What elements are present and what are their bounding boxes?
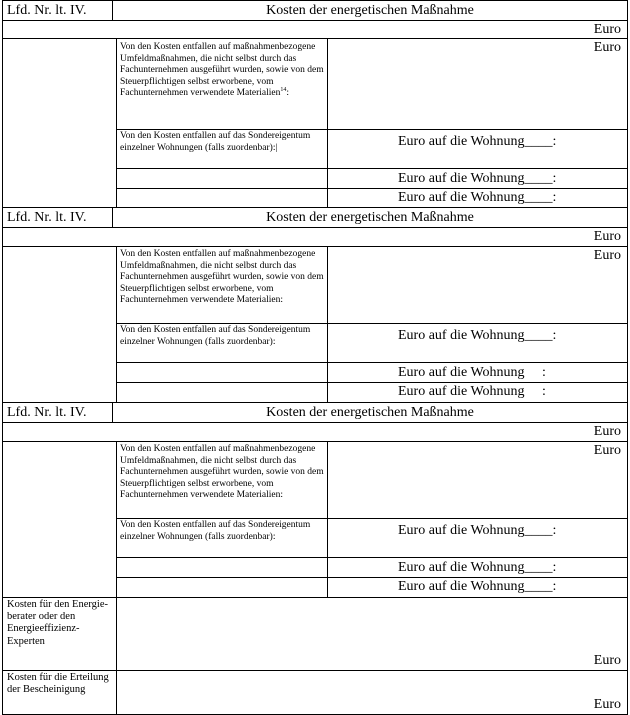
sondereigentum-label: Von den Kosten entfallen auf das Sondereigentum einzelner Wohnungen (falls zuordenbar):: [116, 518, 328, 558]
wohnung-cost-field-1[interactable]: Euro auf die Wohnung____:: [327, 129, 628, 169]
cost-form: [2, 0, 628, 715]
total-cost-field[interactable]: [2, 20, 628, 39]
lfd-nr-label: Lfd. Nr. lt. IV.: [2, 207, 113, 228]
wohnung-cost-field-2[interactable]: Euro auf die Wohnung____:: [327, 557, 628, 578]
wohnung-cost-field-3[interactable]: Euro auf die Wohnung____:: [327, 188, 628, 208]
umfeld-cost-field[interactable]: [327, 38, 628, 130]
wohnung-cost-field-3[interactable]: Euro auf die Wohnung :: [327, 382, 628, 403]
euro-unit: Euro: [593, 40, 621, 55]
lfd-nr-label: Lfd. Nr. lt. IV.: [2, 0, 113, 21]
euro-unit: Euro: [593, 443, 621, 458]
wohnung-cost-field-1[interactable]: Euro auf die Wohnung____:: [327, 323, 628, 363]
measure-cost-title: Kosten der energetischen Maßnahme: [112, 402, 628, 423]
euro-unit: Euro: [593, 248, 621, 263]
bescheinigung-cost-field[interactable]: [116, 670, 628, 715]
wohnung-cost-field-2[interactable]: Euro auf die Wohnung____:: [327, 168, 628, 189]
total-cost-field[interactable]: [2, 422, 628, 442]
measure-cost-title: Kosten der energetischen Maßnahme: [112, 0, 628, 21]
empty-label-cell: [116, 188, 328, 208]
euro-unit: Euro: [593, 22, 621, 37]
wohnung-cost-field-2[interactable]: Euro auf die Wohnung :: [327, 362, 628, 383]
empty-label-cell: [116, 362, 328, 383]
lfd-nr-field[interactable]: [2, 38, 117, 208]
sondereigentum-label: Von den Kosten entfallen auf das Sondereigentum einzelner Wohnungen (falls zuordenbar):|: [116, 129, 328, 169]
euro-unit: Euro: [593, 653, 621, 668]
bescheinigung-cost-label: Kosten für die Erteilung der Bescheinigung: [2, 670, 117, 715]
euro-unit: Euro: [593, 697, 621, 712]
umfeld-label: Von den Kosten entfallen auf maßnahmenbezogene Umfeldmaßnahmen, die nicht selbst durch das Fachunternehmen ausgeführt wurden, sowie von dem Steuerpflichtigen selbst erworbene, vom Fachunternehmen verwendete Materialien:: [116, 246, 328, 324]
lfd-nr-label: Lfd. Nr. lt. IV.: [2, 402, 113, 423]
umfeld-label: Von den Kosten entfallen auf maßnahmenbezogene Umfeldmaßnahmen, die nicht selbst durch das Fachunternehmen ausgeführt wurden, sowie von dem Steuerpflichtigen selbst erworbene, vom Fachunternehmen verwendete Materialien:: [116, 441, 328, 519]
lfd-nr-field[interactable]: [2, 246, 117, 403]
total-cost-field[interactable]: [2, 227, 628, 247]
empty-label-cell: [116, 168, 328, 189]
umfeld-label: Von den Kosten entfallen auf maßnahmenbezogene Umfeldmaßnahmen, die nicht selbst durch das Fachunternehmen ausgeführt wurden, sowie von dem Steuerpflichtigen selbst erworbene, vom Fachunternehmen verwendete Materialien$^{14}$:: [116, 38, 328, 130]
umfeld-cost-field[interactable]: [327, 246, 628, 324]
lfd-nr-field[interactable]: [2, 441, 117, 598]
energieberater-cost-label: Kosten für den Energie-berater oder den Energieeffizienz-Experten: [2, 597, 117, 671]
wohnung-cost-field-1[interactable]: Euro auf die Wohnung____:: [327, 518, 628, 558]
empty-label-cell: [116, 557, 328, 578]
sondereigentum-label: Von den Kosten entfallen auf das Sondereigentum einzelner Wohnungen (falls zuordenbar):: [116, 323, 328, 363]
euro-unit: Euro: [593, 229, 621, 244]
empty-label-cell: [116, 577, 328, 598]
measure-cost-title: Kosten der energetischen Maßnahme: [112, 207, 628, 228]
wohnung-cost-field-3[interactable]: Euro auf die Wohnung____:: [327, 577, 628, 598]
empty-label-cell: [116, 382, 328, 403]
energieberater-cost-field[interactable]: [116, 597, 628, 671]
euro-unit: Euro: [593, 424, 621, 439]
umfeld-cost-field[interactable]: [327, 441, 628, 519]
